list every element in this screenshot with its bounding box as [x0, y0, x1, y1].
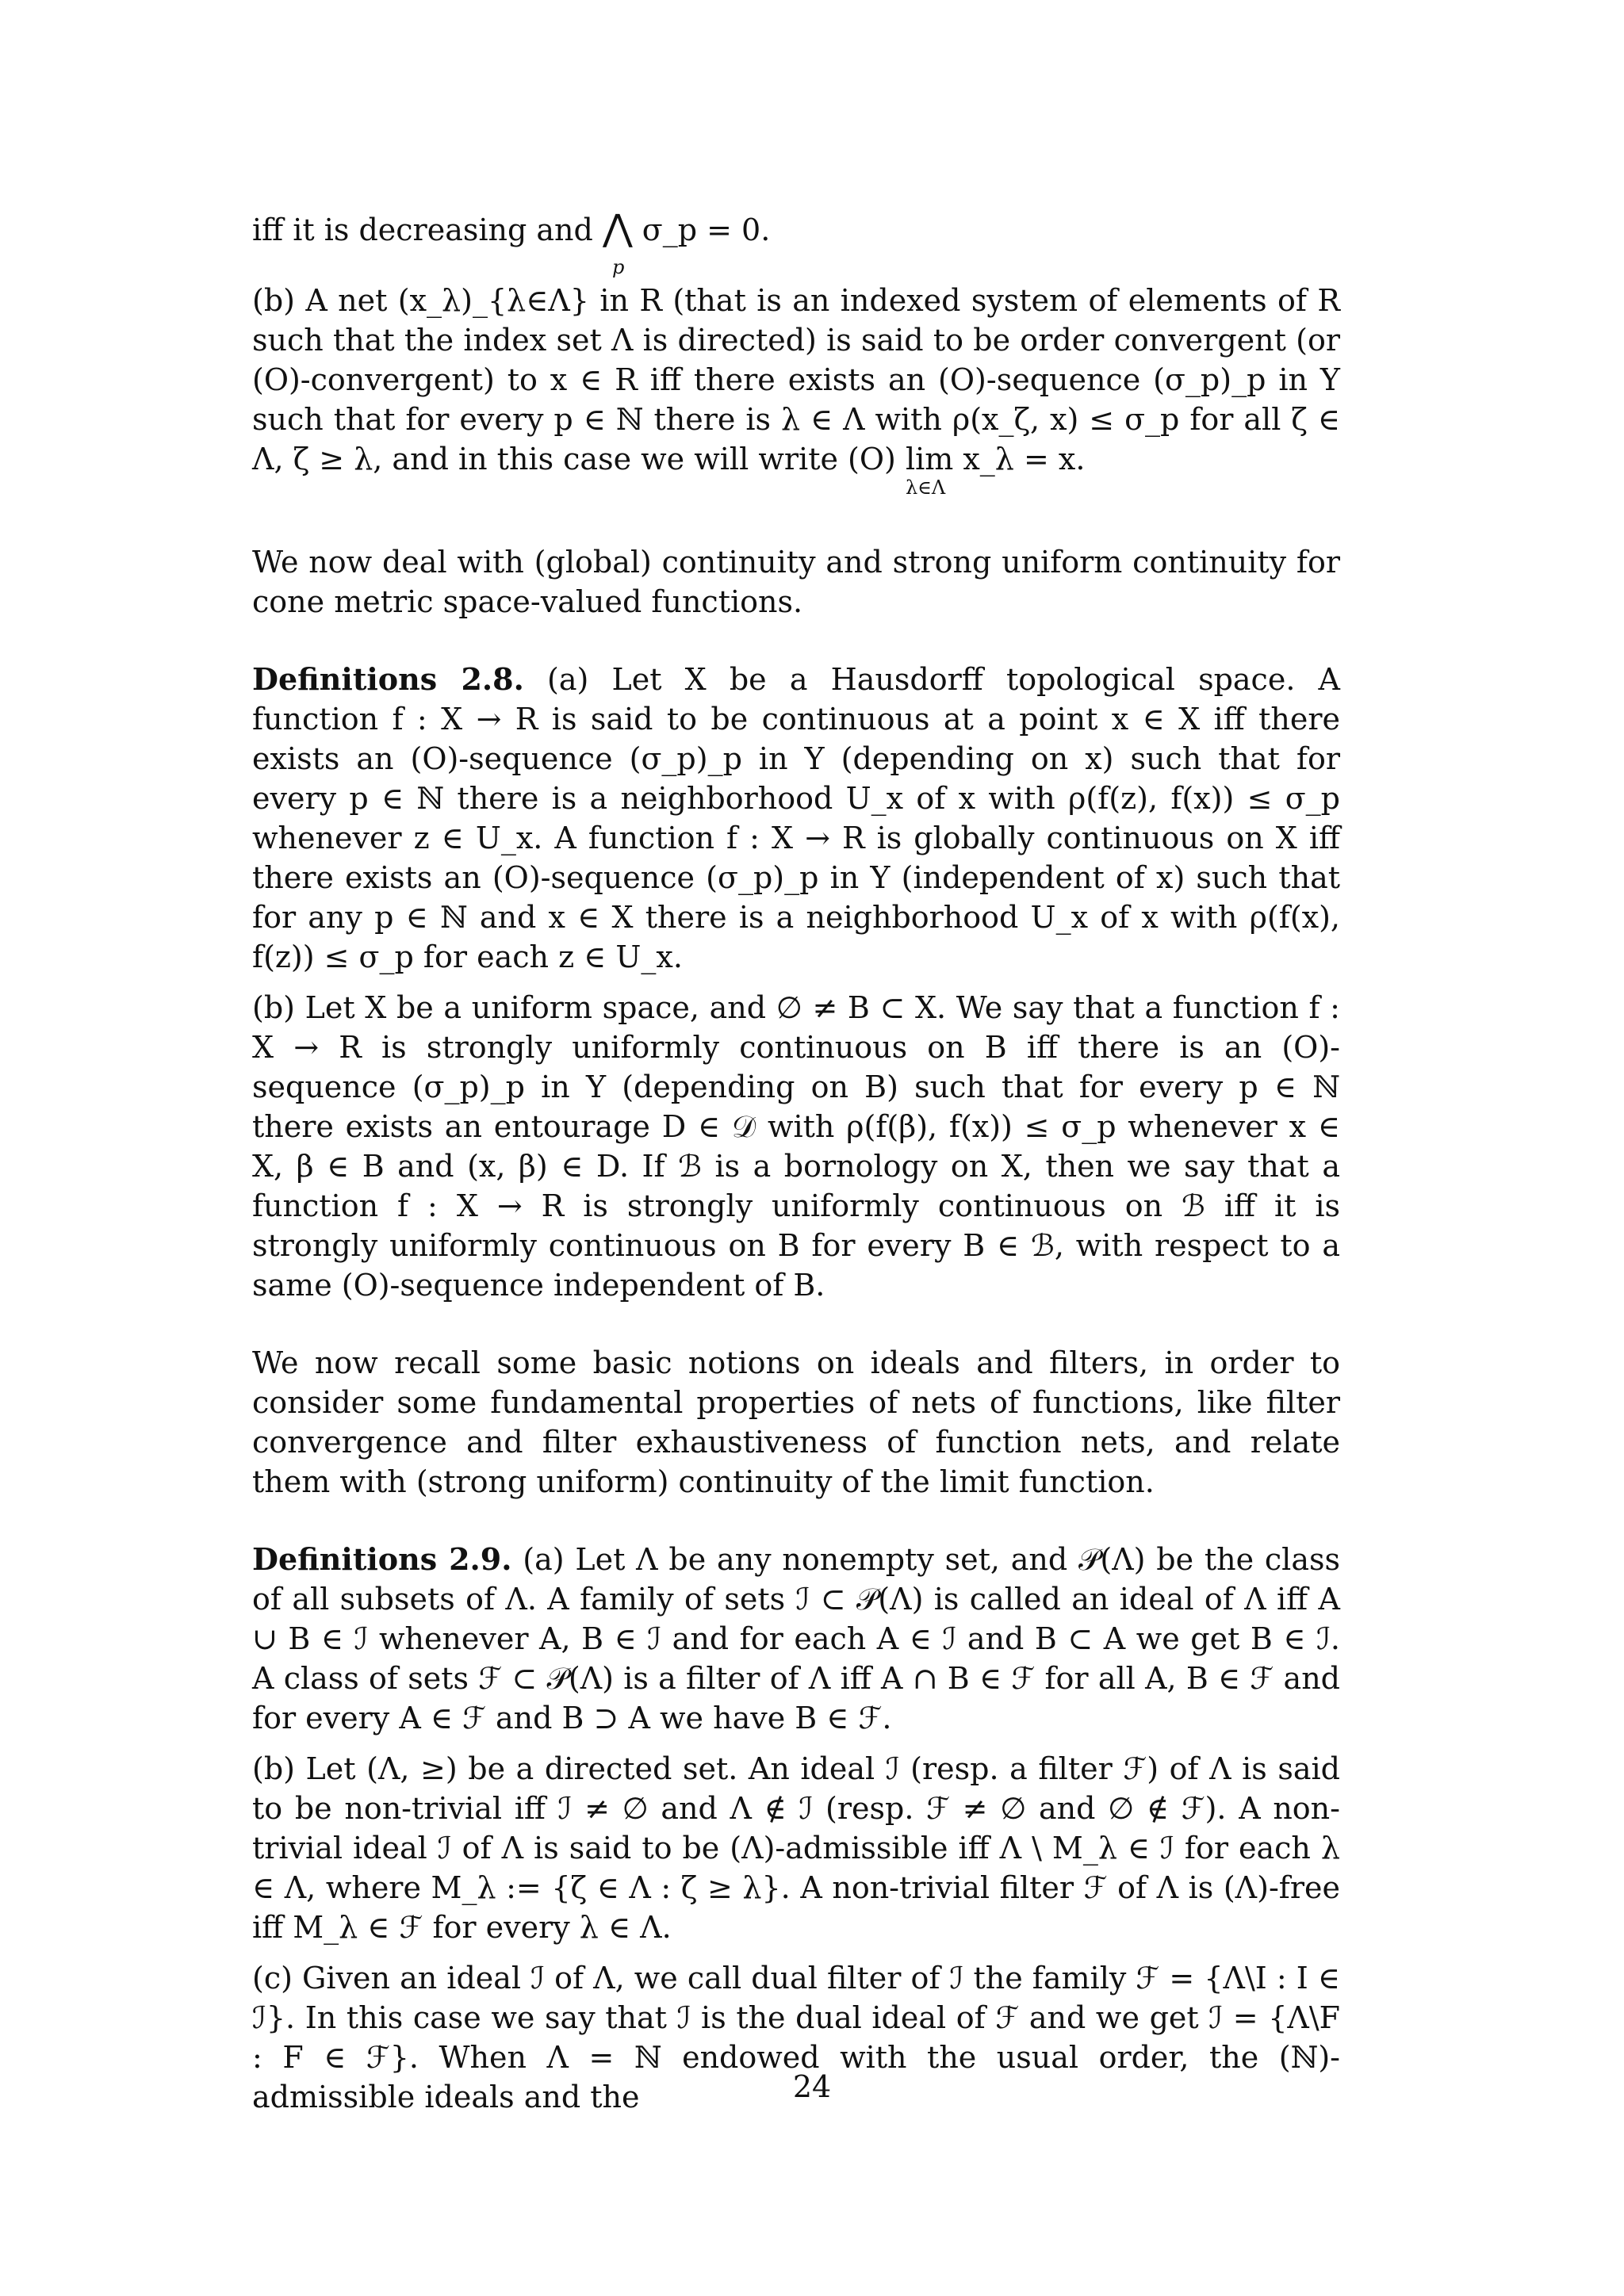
- line1-prefix: iff it is decreasing and: [252, 212, 593, 247]
- definition-2-9c: (c) Given an ideal ℐ of Λ, we call dual filter of ℐ the family ℱ = {Λ\I : I ∈ ℐ}. In this case we say that ℐ is the dual ideal of ℱ and we get ℐ = {Λ\F : F ∈ ℱ}. When Λ = ℕ endowed with the usual order, the (ℕ)-admissible ideals and the: [252, 1961, 1340, 2114]
- line1-suffix: σ_p = 0.: [642, 212, 771, 247]
- definition-2-8-heading: Definitions 2.8.: [252, 661, 524, 697]
- def27b-last-prefix: write (O): [758, 442, 896, 476]
- definition-2-8a-text: (a) Let X be a Hausdorff topological space. A function f : X → R is said to be continuous at a point x ∈ X iff there exists an (O)-sequence (σ_p)_p in Y (depending on x) such that for every p ∈ ℕ there is a neighborhood U_x of x with ρ(f(z), f(x)) ≤ σ_p whenever z ∈ U_x. A function f : X → R is globally continuous on X iff there exists an (O)-sequence (σ_p)_p in Y (independent of x) such that for any p ∈ ℕ and x ∈ X there is a neighborhood U_x of x with ρ(f(x), f(z)) ≤ σ_p for each z ∈ U_x.: [252, 662, 1341, 974]
- page-number: 24: [792, 2069, 832, 2104]
- body-text: [252, 208, 1340, 2117]
- definition-2-9b: (b) Let (Λ, ≥) be a directed set. An ideal ℐ (resp. a filter ℱ) of Λ is said to be non-trivial iff ℐ ≠ ∅ and Λ ∉ ℐ (resp. ℱ ≠ ∅ and ∅ ∉ ℱ). A non-trivial ideal ℐ of Λ is said to be (Λ)-admissible iff Λ \ M_λ ∈ ℐ for each λ ∈ Λ, where M_λ := {ζ ∈ Λ : ζ ≥ λ}. A non-trivial filter ℱ of Λ is (Λ)-free iff M_λ ∈ ℱ for every λ ∈ Λ.: [252, 1751, 1340, 1945]
- big-wedge-operator: ⋀ p: [603, 208, 633, 247]
- def27b-last-suffix: x_λ = x.: [963, 442, 1086, 476]
- definition-2-9-heading: Definitions 2.9.: [252, 1541, 512, 1577]
- definition-2-8b: (b) Let X be a uniform space, and ∅ ≠ B ⊂ X. We say that a function f : X → R is strongly uniformly continuous on B iff there is an (O)-sequence (σ_p)_p in Y (depending on B) such that for every p ∈ ℕ there exists an entourage D ∈ 𝒟 with ρ(f(β), f(x)) ≤ σ_p whenever x ∈ X, β ∈ B and (x, β) ∈ D. If ℬ is a bornology on X, then we say that a function f : X → R is strongly uniformly continuous on ℬ iff it is strongly uniformly continuous on B for every B ∈ ℬ, with respect to a same (O)-sequence independent of B.: [252, 990, 1340, 1303]
- decreasing-condition-line: [252, 208, 1340, 281]
- definition-2-9a-text: (a) Let Λ be any nonempty set, and 𝒫(Λ) be the class of all subsets of Λ. A family of sets ℐ ⊂ 𝒫(Λ) is called an ideal of Λ iff A ∪ B ∈ ℐ whenever A, B ∈ ℐ and for each A ∈ ℐ and B ⊂ A we get B ∈ ℐ. A class of sets ℱ ⊂ 𝒫(Λ) is a filter of Λ iff A ∩ B ∈ ℱ for all A, B ∈ ℱ and for every A ∈ ℱ and B ⊃ A we have B ∈ ℱ.: [252, 1542, 1340, 1735]
- paragraph-ideals-intro: We now recall some basic notions on ideals and filters, in order to consider some fundamental properties of nets of functions, like filter convergence and filter exhaustiveness of function nets, and relate them with (strong uniform) continuity of the limit function.: [252, 1345, 1340, 1499]
- definition-2-9a: [252, 1540, 1340, 1738]
- definition-2-7b: [252, 281, 1340, 499]
- def27b-body: (b) A net (x_λ)_{λ∈Λ} in R (that is an indexed system of elements of R such that the index set Λ is directed) is said to be order convergent (or (O)-convergent) to x ∈ R iff there exists an (O)-sequence (σ_p)_p in Y such that for every p ∈ ℕ there is λ ∈ Λ with ρ(x_ζ, x) ≤ σ_p for all ζ ∈ Λ, ζ ≥ λ, and in this case we will: [252, 283, 1340, 476]
- limit-subscript: λ∈Λ: [905, 476, 946, 499]
- paragraph-continuity-intro: We now deal with (global) continuity and strong uniform continuity for cone metric space-valued functions.: [252, 545, 1340, 619]
- definition-2-8a: [252, 660, 1340, 977]
- limit-operator: lim λ∈Λ: [906, 439, 953, 479]
- wedge-index: p: [611, 256, 625, 278]
